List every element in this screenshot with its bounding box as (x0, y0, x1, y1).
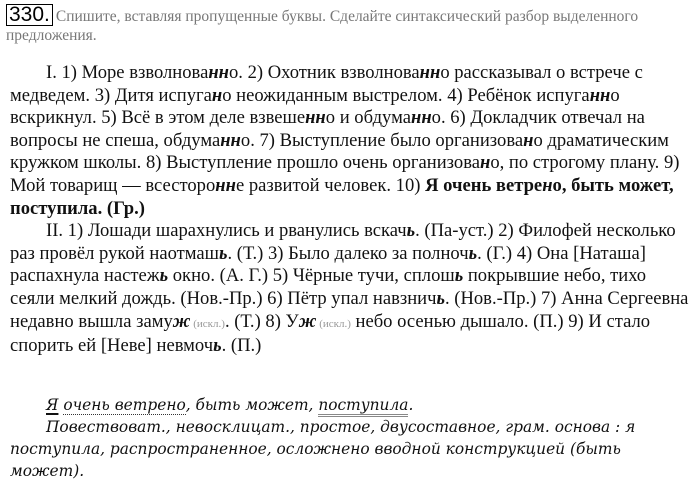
text-segment: о. 6) Докладчик отвечал на вопросы не спеша, обдума (10, 107, 645, 151)
inserted-letters: ь (468, 242, 478, 264)
part-2-sentences (10, 220, 692, 358)
inserted-letters: н (542, 174, 553, 196)
exercise-number: 330. (6, 4, 53, 26)
text-segment: . (Т.) 8) У (224, 310, 299, 332)
inserted-letters: нн (419, 62, 441, 83)
inserted-letters: нн (589, 84, 611, 106)
text-segment: окно. (А. Г.) 5) Чёрные тучи, сплош (168, 265, 455, 287)
text-segment: о, по строгому плану. 9) Мой товарищ — всесторо (10, 152, 680, 196)
text-segment: . (Нов.-Пр.) 7) Анна Сергеевна недавно вышла заму (10, 287, 689, 332)
text-segment: о и обдума (325, 107, 411, 129)
inserted-letters: ь (454, 265, 464, 287)
subject: Я (46, 396, 59, 414)
exercise-header (6, 4, 696, 45)
inserted-letters: нн (215, 174, 236, 196)
text-segment: Я очень ветре (425, 174, 543, 196)
text-segment: о драматическим кружком школы. 8) Выступление прошло очень организова (10, 129, 669, 174)
inserted-letters: ж (172, 310, 191, 332)
text-segment: . (Па-уст.) 2) Филофей несколько раз провёл рукой наотмаш (10, 220, 676, 264)
inserted-letters: н (211, 84, 223, 106)
text-segment: о неожиданным выстрелом. 4) Ребёнок испуга (222, 84, 590, 106)
text-segment: о рассказывал о встрече с медведем. 3) Дитя испуга (10, 62, 643, 106)
inserted-letters: ь (436, 287, 445, 309)
text-segment: . (Т.) 3) Было далеко за полноч (227, 242, 469, 264)
text-segment: II. 1) Лошади шарахнулись и рванулись вскач (46, 220, 407, 242)
inserted-letters: ь (218, 242, 228, 264)
analyzed-sentence (10, 394, 692, 416)
sentence-end: . (408, 396, 414, 414)
text-segment: . (Г.) 4) Она [Наташа] распахнула настеж (10, 242, 646, 287)
inserted-letters: ь (406, 220, 416, 242)
inserted-letters: нн (220, 129, 241, 151)
inserted-letters: нн (411, 107, 432, 129)
text-segment: небо осенью дышало. (П.) 9) И стало спорить ей [Неве] невмоч (10, 310, 651, 357)
inserted-letters: н (523, 129, 534, 151)
text-segment: о, быть может, поступила. (Гр.) (10, 174, 674, 219)
exercise-task: Спишите, вставляя пропущенные буквы. Сделайте синтаксический разбор выделенного предложения. (6, 8, 639, 44)
inserted-letters: н (479, 152, 491, 174)
inserted-letters: ж (298, 310, 317, 332)
exception-note: (искл.) (190, 317, 225, 330)
predicate: поступила (318, 396, 408, 417)
text-segment: I. 1) Море взволнова (46, 62, 209, 83)
introductory-phrase: , быть может, (185, 396, 319, 414)
inserted-letters: нн (305, 107, 326, 129)
part-1-sentences (10, 62, 692, 220)
text-segment: е развитой человек. 10) (235, 174, 426, 196)
text-segment: о. 7) Выступление было организова (240, 129, 524, 151)
exception-note: (искл.) (316, 317, 351, 330)
text-segment: о. 2) Охотник взволнова (229, 62, 420, 83)
analysis-description: Повествоват., невосклицат., простое, двусоставное, грам. основа : я поступила, распространенное, осложнено вводной конструкцией (быть может). (10, 418, 636, 480)
inserted-letters: ь (159, 265, 169, 287)
text-segment: покрывшие небо, тихо сеяли мелкий дождь. (Нов.-Пр.) 6) Пётр упал навзнич (10, 265, 647, 309)
adverbial-modifier: очень ветрено (63, 396, 186, 414)
inserted-letters: ь (213, 335, 222, 357)
text-segment: . (П.) (221, 335, 262, 357)
text-segment: о вскрикнул. 5) Всё в этом деле взвеше (10, 84, 620, 129)
exercise-body (10, 62, 692, 358)
inserted-letters: нн (208, 62, 229, 83)
syntax-analysis (10, 394, 692, 482)
